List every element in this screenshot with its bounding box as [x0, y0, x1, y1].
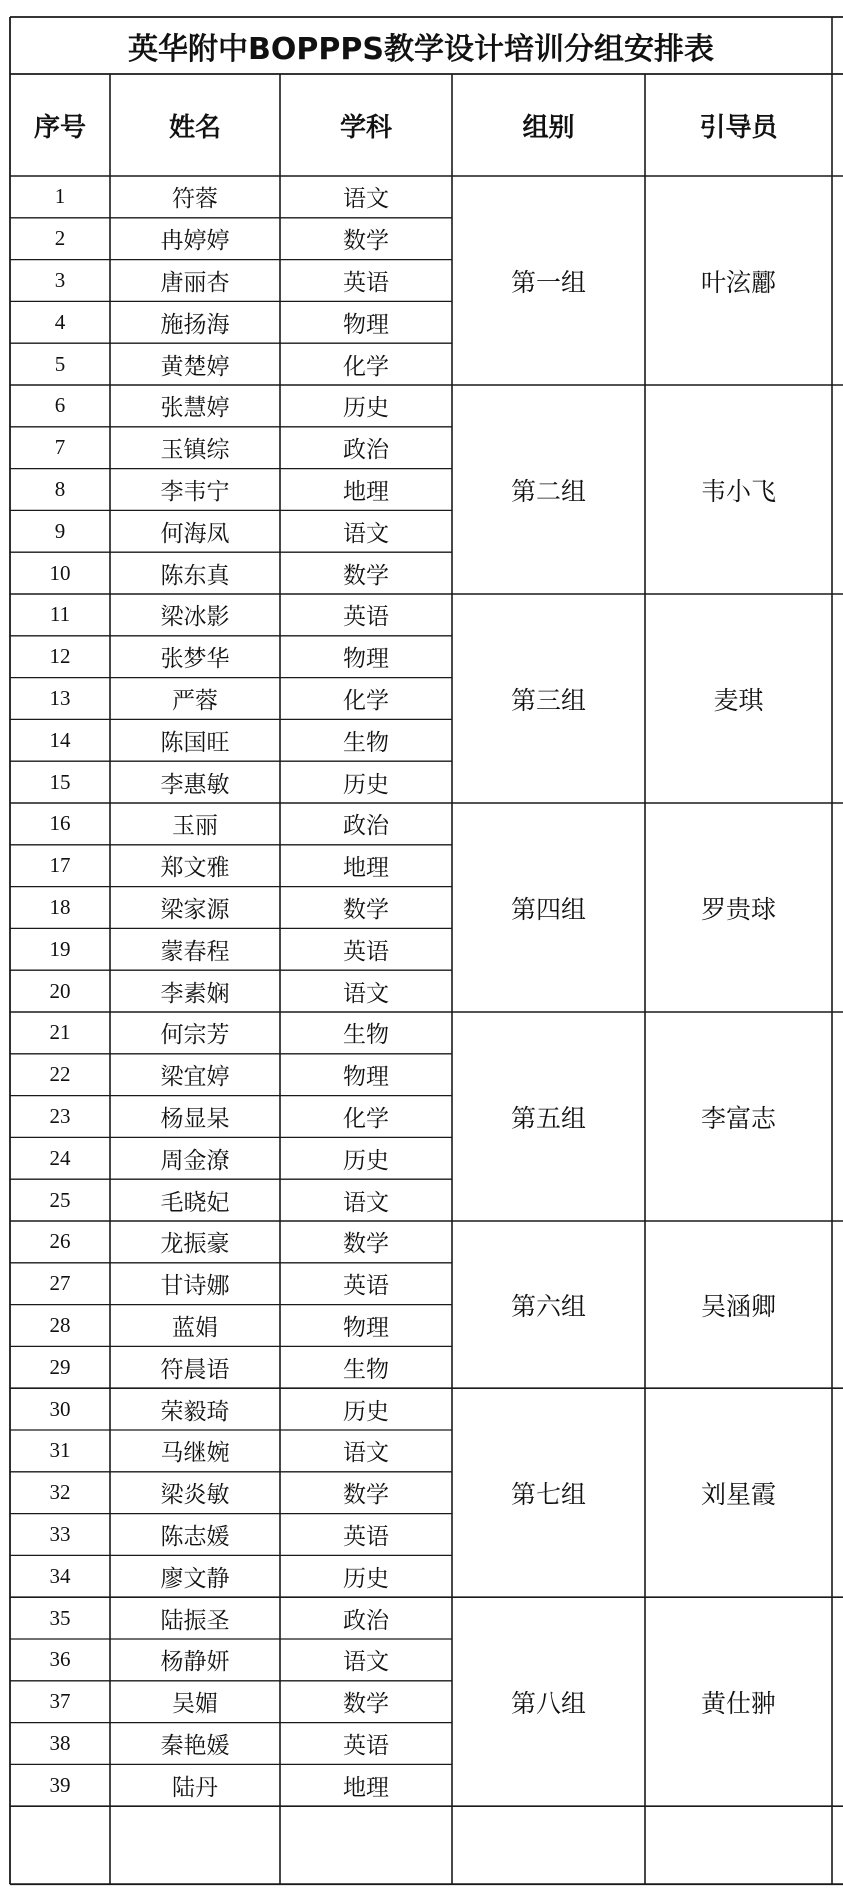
- row-subject: 历史: [343, 1398, 389, 1425]
- row-subject: 语文: [343, 1649, 389, 1676]
- row-index: 23: [49, 1103, 71, 1128]
- header-subject: 学科: [339, 112, 392, 143]
- row-subject: 物理: [343, 1314, 389, 1341]
- row-index: 26: [49, 1229, 71, 1254]
- row-subject: 语文: [343, 980, 389, 1007]
- row-subject: 数学: [343, 1231, 389, 1258]
- row-index: 14: [49, 727, 71, 752]
- row-name: 梁宜婷: [160, 1064, 230, 1091]
- row-subject: 历史: [343, 395, 389, 422]
- row-index: 22: [49, 1062, 71, 1087]
- row-name: 甘诗娜: [160, 1273, 230, 1300]
- row-name: 蒙春程: [160, 938, 230, 965]
- row-index: 20: [49, 978, 71, 1003]
- empty-cell: [110, 1806, 280, 1884]
- row-name: 梁炎敏: [160, 1482, 230, 1509]
- row-subject: 语文: [343, 520, 389, 547]
- row-name: 玉丽: [172, 813, 218, 840]
- row-name: 毛晓妃: [160, 1189, 230, 1216]
- group-guide: 刘星霞: [700, 1479, 776, 1509]
- row-subject: 数学: [343, 1691, 389, 1718]
- row-name: 龙振豪: [160, 1231, 230, 1258]
- row-name: 张梦华: [160, 646, 230, 673]
- row-index: 21: [49, 1020, 71, 1045]
- row-subject: 化学: [343, 687, 389, 714]
- row-name: 荣毅琦: [160, 1398, 230, 1425]
- row-subject: 地理: [343, 855, 389, 882]
- row-index: 27: [49, 1271, 71, 1296]
- header-group: 组别: [522, 112, 575, 143]
- row-subject: 生物: [343, 1356, 389, 1383]
- group-guide: 吴涵卿: [700, 1291, 776, 1321]
- row-name: 严蓉: [172, 687, 218, 714]
- row-name: 黄楚婷: [160, 353, 230, 380]
- row-index: 34: [49, 1563, 71, 1588]
- group-guide: 韦小飞: [700, 476, 776, 506]
- row-subject: 生物: [343, 1022, 389, 1049]
- row-subject: 英语: [343, 269, 389, 296]
- row-subject: 数学: [343, 896, 389, 923]
- row-name: 秦艳媛: [160, 1732, 230, 1759]
- row-subject: 英语: [343, 1523, 389, 1550]
- header-name: 姓名: [168, 112, 221, 143]
- row-index: 8: [54, 476, 66, 501]
- row-subject: 历史: [343, 1565, 389, 1592]
- row-subject: 物理: [343, 311, 389, 338]
- group-label: 第三组: [510, 685, 586, 715]
- row-index: 16: [49, 811, 71, 836]
- row-name: 马继婉: [160, 1440, 230, 1467]
- row-subject: 语文: [343, 1189, 389, 1216]
- row-subject: 化学: [343, 1105, 389, 1132]
- row-index: 17: [49, 853, 71, 878]
- row-index: 11: [49, 602, 71, 627]
- header-index: 序号: [33, 112, 86, 143]
- row-index: 25: [49, 1187, 71, 1212]
- row-name: 冉婷婷: [160, 228, 230, 255]
- row-index: 33: [49, 1521, 71, 1546]
- group-label: 第四组: [510, 894, 586, 924]
- group-label: 第二组: [510, 476, 586, 506]
- group-label: 第六组: [510, 1291, 586, 1321]
- row-subject: 历史: [343, 1147, 389, 1174]
- row-name: 陈东真: [160, 562, 230, 589]
- row-subject: 英语: [343, 938, 389, 965]
- group-label: 第八组: [510, 1688, 586, 1718]
- group-label: 第五组: [510, 1103, 586, 1133]
- row-index: 2: [54, 226, 66, 251]
- row-index: 24: [49, 1145, 71, 1170]
- row-subject: 化学: [343, 353, 389, 380]
- row-name: 周金潦: [160, 1147, 230, 1174]
- row-index: 32: [49, 1480, 71, 1505]
- empty-cell: [280, 1806, 452, 1884]
- row-index: 35: [49, 1605, 71, 1630]
- row-name: 陆振圣: [160, 1607, 230, 1634]
- row-subject: 英语: [343, 1273, 389, 1300]
- row-name: 何宗芳: [160, 1022, 230, 1049]
- row-subject: 政治: [343, 437, 389, 464]
- row-index: 1: [54, 184, 66, 209]
- row-name: 陈国旺: [160, 729, 230, 756]
- row-subject: 历史: [343, 771, 389, 798]
- row-subject: 政治: [343, 1607, 389, 1634]
- row-subject: 语文: [343, 1440, 389, 1467]
- row-name: 梁家源: [160, 896, 230, 923]
- row-index: 10: [49, 560, 71, 585]
- row-index: 7: [54, 435, 66, 460]
- group-guide: 李富志: [700, 1103, 776, 1133]
- group-guide: 黄仕翀: [700, 1688, 776, 1718]
- row-index: 5: [54, 351, 66, 376]
- group-guide: 麦琪: [713, 685, 764, 715]
- row-index: 38: [49, 1730, 71, 1755]
- row-index: 9: [54, 518, 66, 543]
- row-subject: 地理: [343, 478, 389, 505]
- row-subject: 政治: [343, 813, 389, 840]
- row-subject: 生物: [343, 729, 389, 756]
- row-name: 陈志媛: [160, 1523, 230, 1550]
- group-guide: 叶泫酈: [700, 267, 776, 297]
- row-subject: 数学: [343, 562, 389, 589]
- empty-cell: [10, 1806, 110, 1884]
- row-subject: 数学: [343, 1482, 389, 1509]
- row-name: 廖文静: [160, 1565, 230, 1592]
- row-index: 31: [49, 1438, 71, 1463]
- page-title: 英华附中BOPPPS教学设计培训分组安排表: [128, 31, 714, 67]
- row-subject: 物理: [343, 646, 389, 673]
- empty-cell: [452, 1806, 645, 1884]
- row-name: 符晨语: [160, 1356, 230, 1383]
- row-name: 张慧婷: [160, 395, 230, 422]
- row-name: 何海凤: [160, 520, 230, 547]
- row-subject: 物理: [343, 1064, 389, 1091]
- row-name: 李惠敏: [160, 771, 230, 798]
- row-index: 4: [54, 309, 66, 334]
- row-index: 30: [49, 1396, 71, 1421]
- row-subject: 语文: [343, 186, 389, 213]
- row-index: 36: [49, 1647, 71, 1672]
- row-name: 杨静妍: [160, 1649, 230, 1676]
- group-label: 第七组: [510, 1479, 586, 1509]
- header-guide: 引导员: [699, 112, 778, 143]
- row-index: 6: [54, 393, 66, 418]
- row-name: 杨显杲: [160, 1105, 230, 1132]
- group-label: 第一组: [510, 267, 586, 297]
- row-name: 玉镇综: [160, 437, 230, 464]
- row-subject: 英语: [343, 1732, 389, 1759]
- empty-cell: [645, 1806, 832, 1884]
- group-guide: 罗贵球: [700, 894, 776, 924]
- row-index: 15: [49, 769, 71, 794]
- row-name: 吴媚: [172, 1691, 218, 1718]
- row-index: 29: [49, 1354, 71, 1379]
- row-index: 19: [49, 936, 71, 961]
- row-subject: 英语: [343, 604, 389, 631]
- row-index: 3: [54, 267, 66, 292]
- row-index: 28: [49, 1312, 71, 1337]
- row-index: 13: [49, 685, 71, 710]
- row-name: 施扬海: [160, 311, 230, 338]
- row-name: 蓝娟: [172, 1314, 218, 1341]
- row-subject: 数学: [343, 228, 389, 255]
- row-name: 陆丹: [172, 1774, 218, 1801]
- row-name: 郑文雅: [160, 855, 230, 882]
- row-index: 18: [49, 894, 71, 919]
- row-index: 37: [49, 1689, 71, 1714]
- row-name: 唐丽杏: [160, 269, 230, 296]
- row-index: 12: [49, 644, 71, 669]
- row-name: 李韦宁: [160, 478, 230, 505]
- row-name: 符蓉: [172, 186, 218, 213]
- row-index: 39: [49, 1772, 71, 1797]
- row-name: 李素娴: [160, 980, 230, 1007]
- row-name: 梁冰影: [160, 604, 230, 631]
- row-subject: 地理: [343, 1774, 389, 1801]
